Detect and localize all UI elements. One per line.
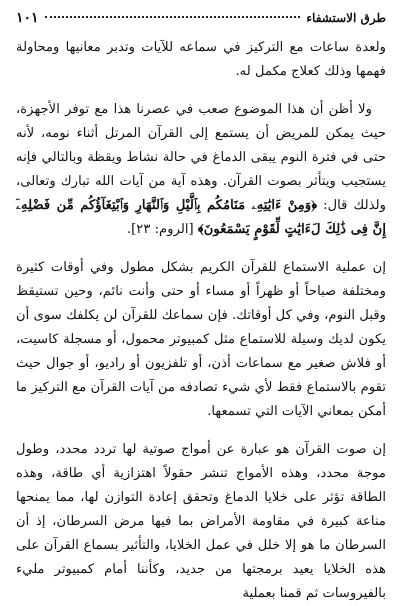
running-title: طرق الاستشفاء: [306, 11, 386, 25]
page-number: ١٠١: [16, 10, 39, 26]
paragraph-4: إن صوت القرآن هو عبارة عن أمواج صوتية لها تردد محدد، وطول موجة محدد، وهذه الأمواج تنشر حقولاً اهتزازية أي طاقة، وهذه الطاقة تؤثر على خلايا الدماغ وتحقق إعادة التوازن لها، مما يمنحها مناعة كبيرة في مقاومة الأمراض بما فيها مرض السرطان، إذ أن السرطان ما هو إلا خلل في عمل الخلايا، والتأثير بسماع القرآن على هذه الخلايا يعيد برمجتها من جديد، وكأننا أمام كمبيوتر مليء بالفيروسات ثم قمنا بعملية: [16, 442, 386, 601]
paragraph-1: ولعدة ساعات مع التركيز في سماعه للآيات وتدبر معانيها ومحاولة فهمها وذلك كعلاج مكمل له.: [16, 40, 386, 79]
paragraph-2-text: ولا أظن أن هذا الموضوع صعب في عصرنا هذا مع توفر الأجهزة، حيث يمكن للمريض أن يستمع إلى القرآن المرتل أثناء نومه، لأنه حتى في فترة النوم يبقى الدماغ في حالة نشاط ويقظة وبالتالي فإنه يستجيب ويتأثر بصوت القرآن. وهذه آية من آيات الله تبارك وتعالى، ولذلك قال:: [16, 102, 386, 213]
quran-verse: ﴿وَمِنْ ءَايَٰتِهِۦ مَنَامُكُم بِٱلَّيْلِ وَٱلنَّهَارِ وَٱبْتِغَآؤُكُم مِّن فَضْلِهِۦٓ إِنَّ فِى ذَٰلِكَ لَءَايَٰتٍ لِّقَوْمٍ يَسْمَعُونَ﴾: [16, 198, 386, 237]
verse-reference: [الروم: ٢٣].: [126, 222, 194, 237]
paragraph-3: إن عملية الاستماع للقرآن الكريم بشكل مطول وفي أوقات كثيرة ومختلفة صباحاً أو ظهراً أو مساء أو حتى وأنت نائم، وحين تستيقظ وقبل النوم، وفي كل أوقاتك. فإن سماعك للقرآن لن يكلفك سوى أن يكون لديك وسيلة للاستماع مثل كمبيوتر محمول، أو مسجلة كاسيت، أو فلاش صغير مع سماعات أذن، أو تلفزيون أو راديو، أو جوال حيث تقوم بالاستماع فقط لأي شيء تصادفه من آيات القرآن مع التركيز ما أمكن بمعاني الآيات التي تسمعها.: [16, 260, 386, 419]
book-page: [16, 8, 386, 601]
paragraph-2: [16, 98, 386, 242]
dotted-leader: [45, 16, 301, 18]
page-header: [16, 8, 386, 28]
